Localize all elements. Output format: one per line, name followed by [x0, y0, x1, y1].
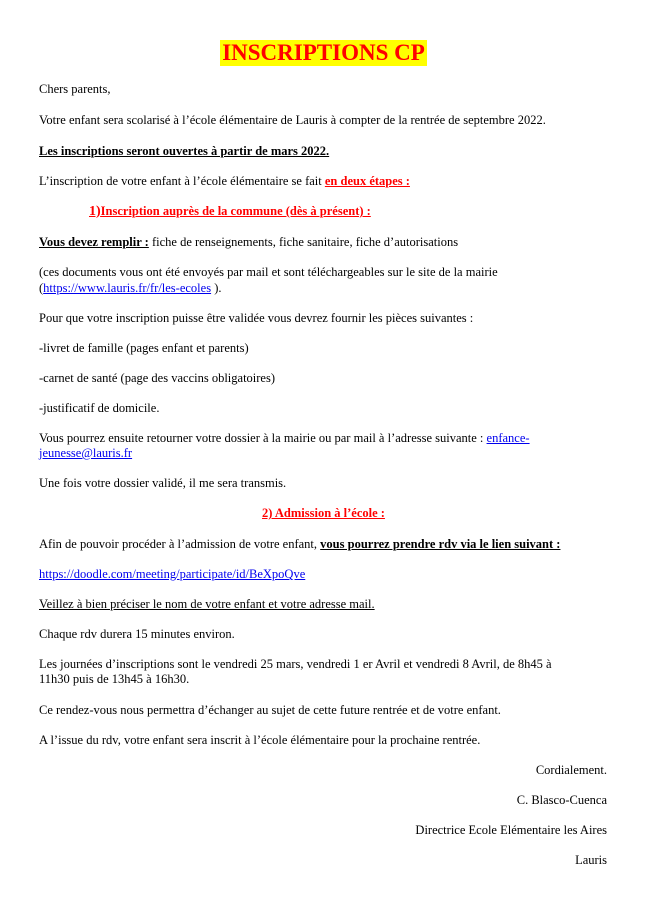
return-dossier-line1 [39, 431, 530, 446]
intro-paragraph: Votre enfant sera scolarisé à l’école élémentaire de Lauris à compter de la rentrée de septembre 2022. [39, 113, 546, 127]
opening-notice: Les inscriptions seront ouvertes à partir de mars 2022. [39, 144, 330, 158]
step1-heading-text: Inscription auprès de la commune (dès à présent) : [100, 204, 371, 218]
steps-intro-emphasis: en deux étapes : [324, 174, 410, 188]
admission-text: Afin de pouvoir procéder à l’admission de votre enfant, [39, 537, 321, 551]
list-item: -carnet de santé (page des vaccins obligatoires) [39, 371, 276, 385]
return-dossier-text: Vous pourrez ensuite retourner votre dossier à la mairie ou par mail à l’adresse suivante : [39, 431, 487, 445]
schedule-line1: Les journées d’inscriptions sont le vendredi 25 mars, vendredi 1 er Avril et vendredi 8 Avril, de 8h45 à [39, 657, 552, 671]
list-item: -justificatif de domicile. [39, 401, 160, 415]
duration-notice: Chaque rdv durera 15 minutes environ. [39, 627, 235, 641]
signature-role: Directrice Ecole Elémentaire les Aires [415, 823, 607, 837]
paren-close: ). [211, 281, 222, 295]
list-item: -livret de famille (pages enfant et parents) [39, 341, 249, 355]
documents-note-line1: (ces documents vous ont été envoyés par mail et sont téléchargeables sur le site de la mairie [39, 265, 498, 279]
steps-intro [39, 174, 410, 189]
greeting: Chers parents, [39, 82, 111, 96]
email-link-part1[interactable]: enfance- [486, 431, 530, 445]
signature-closing: Cordialement. [535, 763, 607, 777]
step2-heading [0, 506, 647, 521]
must-fill-line [39, 235, 458, 250]
admission-emphasis: vous pourrez prendre rdv via le lien suivant : [320, 537, 561, 551]
after-rdv-paragraph: A l’issue du rdv, votre enfant sera inscrit à l’école élémentaire pour la prochaine rentrée. [39, 733, 481, 747]
admission-line [39, 537, 560, 552]
page-title: INSCRIPTIONS CP [222, 40, 425, 65]
steps-intro-text: L’inscription de votre enfant à l’école élémentaire se fait [39, 174, 325, 188]
title-container [0, 40, 647, 66]
must-fill-text: fiche de renseignements, fiche sanitaire, fiche d’autorisations [148, 235, 459, 249]
signature-name: C. Blasco-Cuenca [516, 793, 607, 807]
step2-heading-text: 2) Admission à l’école : [262, 506, 385, 520]
signature-place: Lauris [575, 853, 607, 867]
transmission-notice: Une fois votre dossier validé, il me sera transmis. [39, 476, 287, 490]
step1-number: 1) [89, 204, 101, 219]
precise-notice: Veillez à bien préciser le nom de votre enfant et votre adresse mail. [39, 597, 375, 611]
doodle-link[interactable]: https://doodle.com/meeting/participate/id/BeXpoQve [39, 567, 306, 581]
step1-heading [89, 204, 371, 219]
mairie-website-link[interactable]: https://www.lauris.fr/fr/les-ecoles [43, 281, 212, 295]
return-dossier-line2 [39, 446, 132, 461]
must-fill-label: Vous devez remplir : [39, 235, 149, 249]
exchange-paragraph: Ce rendez-vous nous permettra d’échanger au sujet de cette future rentrée et de votre enfant. [39, 703, 501, 717]
paren-open: ( [39, 281, 44, 295]
documents-note-line2 [39, 281, 222, 296]
email-link-part2[interactable]: jeunesse@lauris.fr [39, 446, 133, 460]
pieces-intro: Pour que votre inscription puisse être validée vous devrez fournir les pièces suivantes : [39, 311, 474, 325]
schedule-line2: 11h30 puis de 13h45 à 16h30. [39, 672, 190, 686]
doodle-line [39, 567, 305, 582]
